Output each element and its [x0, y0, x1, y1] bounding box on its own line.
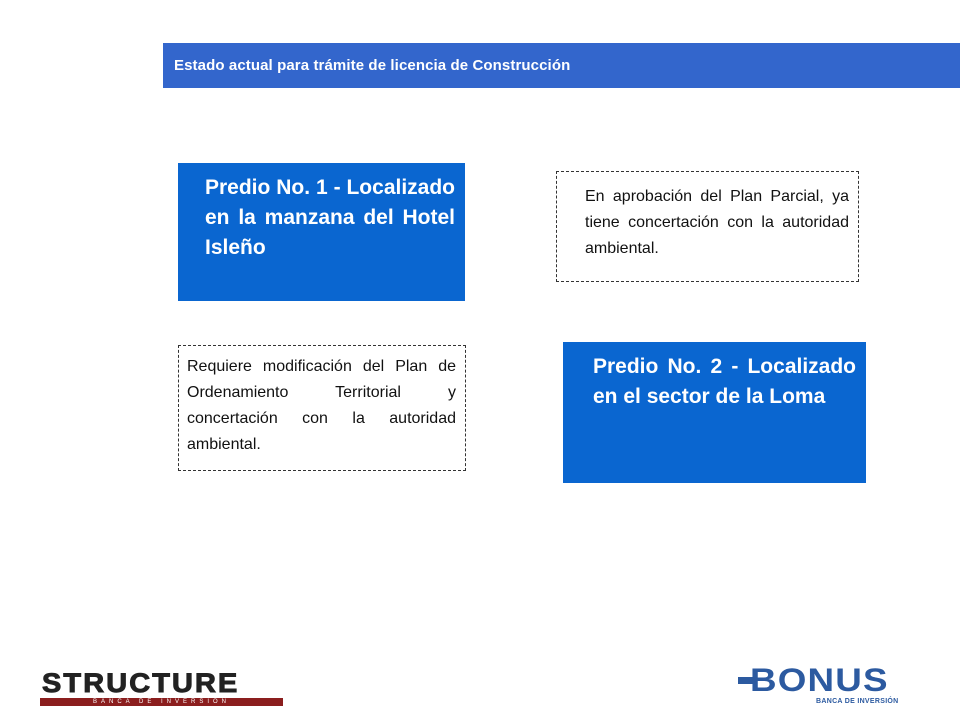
predio-1-text: Predio No. 1 - Localizado en la manzana del Hotel Isleño — [205, 176, 455, 259]
predio-2-status-box — [178, 345, 466, 471]
structure-logo-subtitle: BANCA DE INVERSION — [92, 699, 230, 705]
bonus-logo — [738, 662, 913, 710]
predio-2-status-text: Requiere modificación del Plan de Ordenamiento Territorial y concertación con la autoridad ambiental. — [187, 358, 456, 453]
bonus-logo-subtitle: BANCA DE INVERSIÓN — [816, 698, 899, 705]
predio-1-status-box — [556, 171, 859, 282]
structure-logo — [40, 670, 285, 710]
predio-2-text: Predio No. 2 - Localizado en el sector de la Loma — [593, 355, 856, 408]
structure-logo-word: STRUCTURE — [42, 668, 240, 698]
slide-header-bar — [163, 43, 960, 88]
bonus-logo-word: BONUS — [750, 662, 889, 698]
predio-1-box — [178, 163, 465, 301]
slide-title: Estado actual para trámite de licencia de Construcción — [174, 57, 571, 74]
predio-1-status-text: En aprobación del Plan Parcial, ya tiene concertación con la autoridad ambiental. — [585, 188, 849, 257]
predio-2-box — [563, 342, 866, 483]
